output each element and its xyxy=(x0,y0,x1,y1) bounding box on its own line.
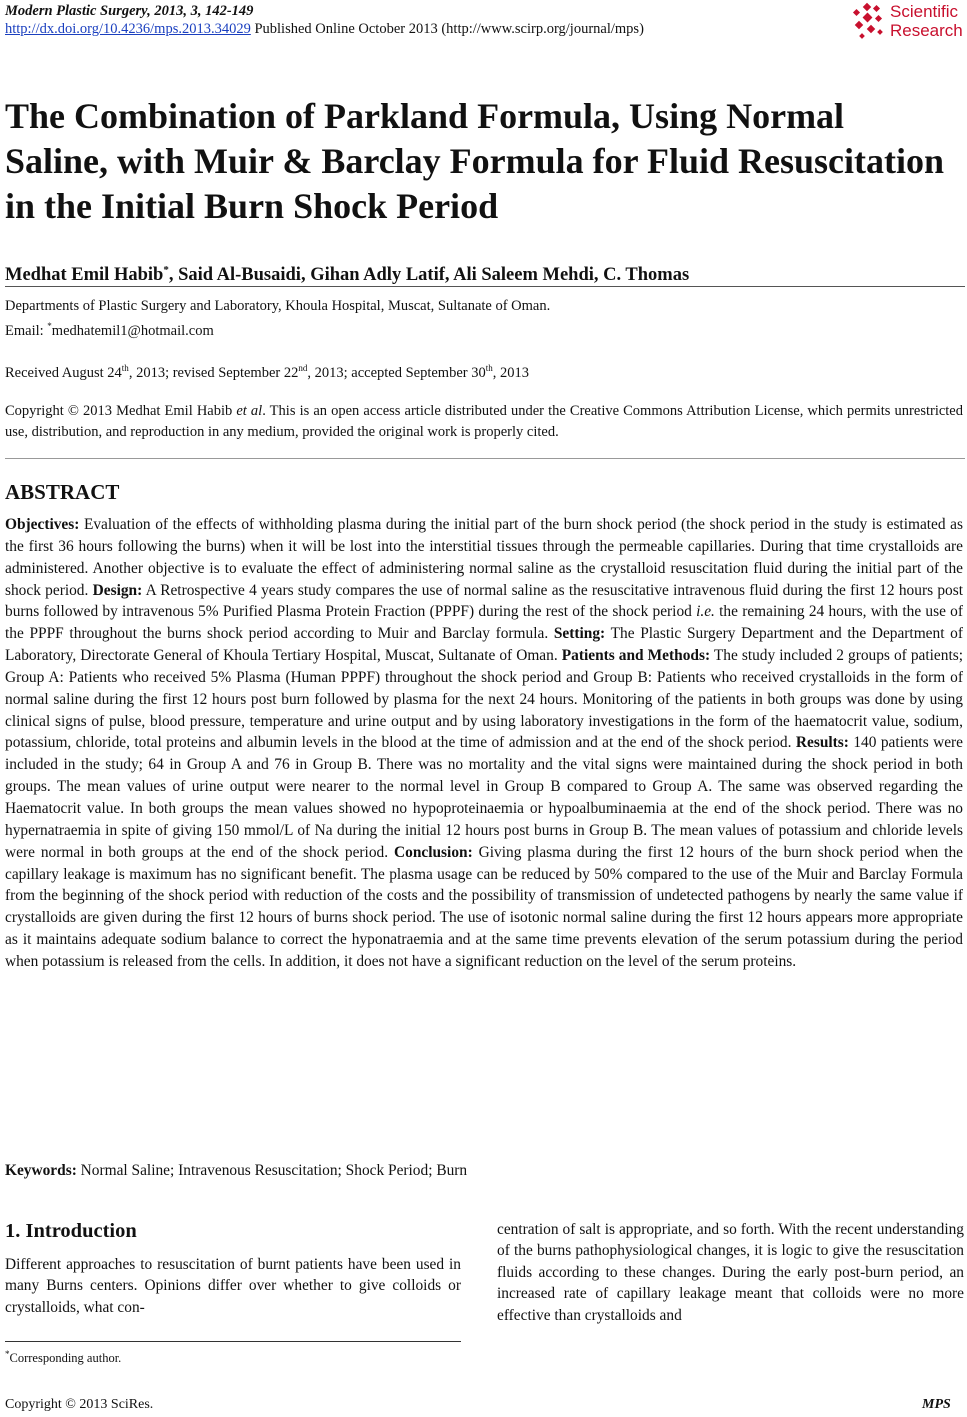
header-divider xyxy=(5,458,965,459)
year-text: , 2013 xyxy=(492,364,529,381)
corresponding-mark: * xyxy=(163,264,169,276)
introduction-left-column: Different approaches to resuscitation of burnt patients have been used in many Burns centers. Opinions differ over whether to give colloids or crystalloids, what con- xyxy=(5,1256,461,1316)
doi-link[interactable]: http://dx.doi.org/10.4236/mps.2013.34029 xyxy=(5,21,251,37)
introduction-heading: 1. Introduction xyxy=(5,1220,137,1242)
results-text: 140 patients were included in the study; 64 in Group A and 76 in Group B. There was no mortality and the vital signs were maintained during the shock period in both groups. The mean values of urine output were nearer to the normal level in Group B compared to Group A. The same was observed regarding the Haematocrit value. In both groups the mean values showed no hypoproteinaemia or hypoalbuminaemia at the end of the shock period. There was no hypernatraemia in spite of giving 150 mmol/L of Na during the initial 12 hours post burns in Group B. The mean values of potassium and chloride levels were normal in both groups at the end of the shock period. xyxy=(5,734,963,861)
logo-line-2: Research xyxy=(890,21,963,40)
journal-name: Modern Plastic Surgery xyxy=(5,3,148,19)
methods-label: Patients and Methods: xyxy=(561,647,711,665)
copyright-after: . This is an open access article distributed under the Creative Commons Attribution License, which permits unrestricted use, distribution, and reproduction in any medium, provided the original work is properly cited. xyxy=(5,403,963,440)
abstract-heading: ABSTRACT xyxy=(5,480,120,504)
corresponding-author: Medhat Emil Habib xyxy=(5,265,164,286)
footnote xyxy=(5,1346,121,1366)
accepted-sup: th xyxy=(485,363,493,373)
introduction-right-column: centration of salt is appropriate, and so forth. With the recent understanding of the burns pathophysiological changes, it is logic to give the resuscitation fluids according to these changes. During the early post-burn period, an increased rate of capillary leakage meant that colloids were no more effective than crystalloids and xyxy=(497,1221,964,1324)
publication-line xyxy=(5,20,644,38)
journal-citation xyxy=(5,2,253,20)
design-ie: i.e. xyxy=(696,603,715,621)
affiliation: Departments of Plastic Surgery and Laboratory, Khoula Hospital, Muscat, Sultanate of Oman. xyxy=(5,298,551,314)
email-label: Email: xyxy=(5,322,48,339)
design-text: A Retrospective 4 years study compares the use of normal saline as the resuscitative intravenous fluid during the first 12 hours post burns followed by intravenous 5% Purified Plasma Protein Fraction (PPPF) during the rest of the shock period xyxy=(5,581,963,621)
copyright-notice xyxy=(5,401,963,443)
author-list xyxy=(5,258,689,287)
objectives-label: Objectives: xyxy=(5,516,80,533)
published-online: Published Online October 2013 (http://www.scirp.org/journal/mps) xyxy=(250,21,644,37)
setting-text: The Plastic Surgery Department and the Department of Laboratory, Directorate General of Khoula Tertiary Hospital, Muscat, Sultanate of Oman. xyxy=(5,625,963,665)
email-line xyxy=(5,316,214,342)
footnote-mark: * xyxy=(5,1349,10,1359)
email-mark: * xyxy=(47,321,52,331)
revised-text: , 2013; revised September 22 xyxy=(128,364,299,381)
scientific-research-logo xyxy=(848,2,966,42)
conclusion-text: Giving plasma during the first 12 hours of the burn shock period when the capillary leakage is maximum has no significant benefit. The plasma usage can be reduced by 50% compared to the use of the Muir and Barclay Formula from the beginning of the shock period with reduction of the costs and the possibility of transmission of undetected pathogens by nearly the same value if crystalloids are given during the first 12 hours of burns shock period. The use of isotonic normal saline during the first 12 hours appears more appropriate as it maintains adequate sodium balance to correct the hyponatraemia and at the same time prevents elevation of the serum potassium during the period when potassium is released from the cells. In addition, it does not have a significant reduction on the level of the serum proteins. xyxy=(5,843,963,970)
conclusion-label: Conclusion: xyxy=(394,843,473,861)
design-label: Design: xyxy=(92,581,143,599)
footer-journal: MPS xyxy=(922,1397,951,1412)
design-text-2: the remaining 24 hours, with the use of the PPPF throughout the burns shock period according to Muir and Barclay formula. xyxy=(5,603,963,643)
revised-sup: nd xyxy=(298,363,308,373)
results-label: Results: xyxy=(795,734,849,752)
paper-title: The Combination of Parkland Formula, Using Normal Saline, with Muir & Barclay Formula for Fluid Resuscitation in the Initial Burn Shock Period xyxy=(5,96,945,226)
setting-label: Setting: xyxy=(553,625,606,643)
logo-text xyxy=(890,2,963,40)
received-sup: th xyxy=(121,363,129,373)
keywords-text: Normal Saline; Intravenous Resuscitation; Shock Period; Burn xyxy=(76,1162,468,1179)
email-address[interactable]: medhatemil1@hotmail.com xyxy=(51,322,214,339)
footnote-text: Corresponding author. xyxy=(9,1351,122,1366)
logo-mark-icon xyxy=(848,2,888,42)
received-dates xyxy=(5,358,529,384)
author-divider xyxy=(5,286,965,287)
objectives-text: Evaluation of the effects of withholding plasma during the initial part of the burn shock period (the shock period in the study is estimated as the first 36 hours following the burns) when it will be lost into the interstitial tissues through the permeable capillaries. During that time crystalloids are administered. Another objective is to evaluate the effect of administering normal saline as the crystalloid resuscitation fluid during the initial part of the shock period. xyxy=(5,516,963,599)
footer-copyright: Copyright © 2013 SciRes. xyxy=(5,1397,154,1412)
abstract-body xyxy=(5,514,963,973)
footnote-divider xyxy=(5,1341,461,1342)
journal-volume: , 2013, 3, 142-149 xyxy=(147,3,254,19)
received-text: Received August 24 xyxy=(5,364,122,381)
copyright-before: Copyright © 2013 Medhat Emil Habib xyxy=(5,403,237,419)
methods-text: The study included 2 groups of patients; Group A: Patients who received 5% Plasma (Human PPPF) throughout the shock period and Group B: Patients who received crystalloids in the form of normal saline during the first 12 hours post burn followed by plasma for the next 24 hours. Monitoring of the patients in both groups was done by using clinical signs of pulse, blood pressure, temperature and urine output and by using laboratory investigations in the form of the haematocrit value, sodium, potassium, chloride, total proteins and albumin levels in the blood at the time of admission and at the end of the shock period. xyxy=(5,647,963,752)
copyright-etal: et al xyxy=(236,403,263,419)
accepted-text: , 2013; accepted September 30 xyxy=(307,364,486,381)
logo-line-1: Scientific xyxy=(890,2,959,21)
keywords-label: Keywords: xyxy=(5,1162,77,1179)
other-authors: , Said Al-Busaidi, Gihan Adly Latif, Ali Saleem Mehdi, C. Thomas xyxy=(168,265,690,286)
keywords xyxy=(5,1160,467,1182)
